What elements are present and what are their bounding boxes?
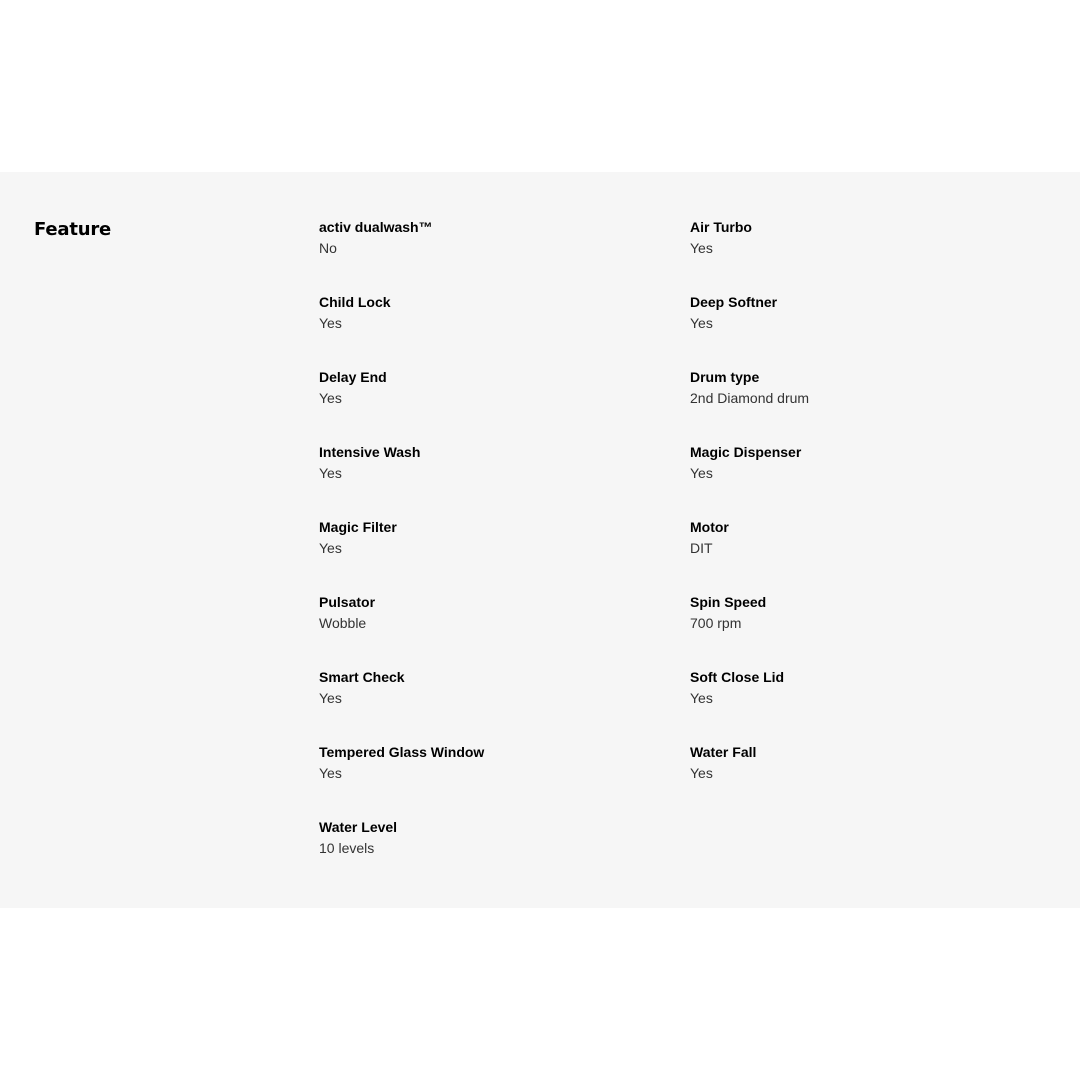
spec-item-magic-dispenser bbox=[690, 443, 1019, 518]
spec-value: Yes bbox=[319, 315, 342, 331]
spec-value: Yes bbox=[690, 765, 713, 781]
spec-value: Yes bbox=[319, 390, 342, 406]
spec-value: Yes bbox=[690, 240, 713, 256]
spec-item-intensive-wash bbox=[319, 443, 690, 518]
spec-item-smart-check bbox=[319, 668, 690, 743]
spec-label: Pulsator bbox=[319, 594, 376, 610]
spec-value: Yes bbox=[690, 465, 713, 481]
spec-value: Yes bbox=[690, 690, 713, 706]
spec-item-air-turbo bbox=[690, 218, 1019, 293]
spec-item-motor bbox=[690, 518, 1019, 593]
spec-value: Yes bbox=[319, 540, 342, 556]
spec-label: Air Turbo bbox=[690, 219, 752, 235]
spec-label: Magic Dispenser bbox=[690, 444, 802, 460]
spec-value: Yes bbox=[319, 765, 342, 781]
spec-value: 10 levels bbox=[319, 840, 375, 856]
spec-item-soft-close-lid bbox=[690, 668, 1019, 743]
spec-value: Wobble bbox=[319, 615, 367, 631]
spec-item-delay-end bbox=[319, 368, 690, 443]
spec-label: Deep Softner bbox=[690, 294, 778, 310]
spec-list bbox=[319, 218, 1019, 893]
spec-item-tempered-glass-window bbox=[319, 743, 690, 818]
spec-label: Tempered Glass Window bbox=[319, 744, 485, 760]
spec-label: Water Fall bbox=[690, 744, 757, 760]
spec-item-child-lock bbox=[319, 293, 690, 368]
spec-label: Water Level bbox=[319, 819, 398, 835]
spec-item-activ-dualwash bbox=[319, 218, 690, 293]
spec-value: Yes bbox=[319, 465, 342, 481]
spec-value: Yes bbox=[319, 690, 342, 706]
spec-label: Child Lock bbox=[319, 294, 391, 310]
spec-value: 700 rpm bbox=[690, 615, 742, 631]
spec-item-drum-type bbox=[690, 368, 1019, 443]
spec-label: Magic Filter bbox=[319, 519, 397, 535]
spec-value: No bbox=[319, 240, 337, 256]
spec-item-spin-speed bbox=[690, 593, 1019, 668]
spec-label: Spin Speed bbox=[690, 594, 767, 610]
spec-label: Smart Check bbox=[319, 669, 405, 685]
spec-item-magic-filter bbox=[319, 518, 690, 593]
spec-item-pulsator bbox=[319, 593, 690, 668]
spec-item-deep-softner bbox=[690, 293, 1019, 368]
spec-label: Motor bbox=[690, 519, 729, 535]
spec-value: 2nd Diamond drum bbox=[690, 390, 810, 406]
section-title: Feature bbox=[34, 219, 112, 240]
spec-value: Yes bbox=[690, 315, 713, 331]
spec-label: activ dualwash™ bbox=[319, 219, 433, 235]
spec-item-water-fall bbox=[690, 743, 1019, 818]
spec-label: Intensive Wash bbox=[319, 444, 421, 460]
spec-value: DIT bbox=[690, 540, 713, 556]
spec-label: Soft Close Lid bbox=[690, 669, 785, 685]
spec-label: Delay End bbox=[319, 369, 387, 385]
spec-item-water-level bbox=[319, 818, 690, 893]
spec-label: Drum type bbox=[690, 369, 760, 385]
feature-spec-section bbox=[0, 172, 1080, 908]
